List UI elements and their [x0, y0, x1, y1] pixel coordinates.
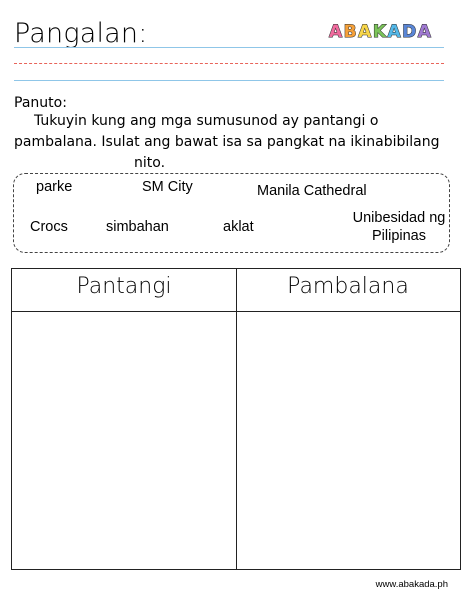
word-bank: [13, 173, 450, 253]
name-guide-top-line: [14, 47, 444, 48]
word-manila-cathedral: Manila Cathedral: [257, 183, 367, 199]
word-parke: parke: [36, 179, 73, 195]
logo-letter-4: K: [372, 22, 387, 42]
name-guide-bottom-line: [14, 80, 444, 81]
logo-letter-3: A: [358, 22, 372, 42]
word-unibesidad-line-2: Pilipinas: [372, 228, 426, 244]
word-simbahan: simbahan: [106, 219, 169, 235]
word-aklat: aklat: [223, 219, 254, 235]
column-header-pantangi: Pantangi: [76, 274, 172, 299]
table-header-divider: [12, 311, 460, 312]
name-label: Pangalan:: [14, 18, 148, 49]
instructions-line-1: Tukuyin kung ang mga sumusunod ay pantangi o: [34, 113, 379, 129]
word-sm-city: SM City: [142, 179, 193, 195]
instructions-line-3: nito.: [134, 155, 166, 171]
logo-letter-6: D: [402, 22, 417, 42]
logo-letter-5: A: [387, 22, 402, 42]
abakada-logo: [329, 22, 431, 42]
logo-letter-1: A: [329, 22, 343, 42]
instructions-heading: Panuto:: [14, 95, 67, 111]
logo-letter-7: A: [417, 22, 432, 42]
footer-url: www.abakada.ph: [375, 579, 448, 590]
logo-letter-2: B: [343, 22, 358, 42]
word-crocs: Crocs: [30, 219, 68, 235]
word-unibesidad-ng-pilipinas: [344, 209, 454, 245]
column-header-pambalana: Pambalana: [287, 274, 409, 299]
table-column-divider: [236, 269, 237, 569]
instructions-line-2: pambalana. Isulat ang bawat isa sa pangkat na ikinabibilang: [14, 134, 440, 150]
word-unibesidad-line-1: Unibesidad ng: [352, 210, 446, 226]
instructions-body: [14, 111, 454, 174]
name-guide-mid-line: [14, 63, 444, 64]
sorting-table: [11, 268, 461, 570]
